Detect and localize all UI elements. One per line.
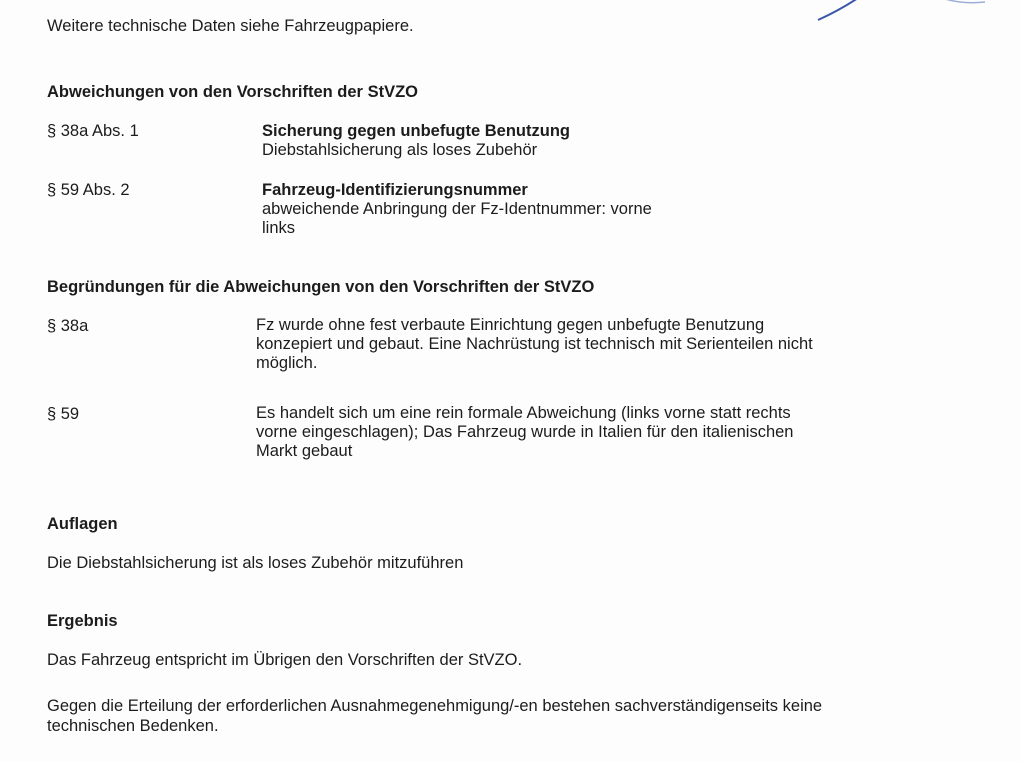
result-text: Das Fahrzeug entspricht im Übrigen den Vorschriften der StVZO. — [47, 651, 523, 669]
reason-text: konzepiert und gebaut. Eine Nachrüstung ist technisch mit Serienteilen nicht — [256, 335, 813, 353]
conditions-text: Die Diebstahlsicherung ist als loses Zubehör mitzuführen — [47, 554, 464, 572]
reasons-heading: Begründungen für die Abweichungen von den Vorschriften der StVZO — [47, 278, 595, 296]
deviation-body — [262, 121, 570, 160]
deviation-title: Fahrzeug-Identifizierungsnummer — [262, 181, 528, 199]
result-conclusion — [47, 696, 967, 736]
deviation-ref: § 38a Abs. 1 — [47, 122, 139, 140]
reason-text: Markt gebaut — [256, 442, 353, 460]
deviation-title: Sicherung gegen unbefugte Benutzung — [262, 122, 570, 140]
deviations-heading: Abweichungen von den Vorschriften der StVZO — [47, 83, 418, 101]
deviation-text: Diebstahlsicherung als loses Zubehör — [262, 141, 538, 159]
reason-body — [256, 316, 946, 373]
reason-text: möglich. — [256, 354, 318, 372]
deviation-ref: § 59 Abs. 2 — [47, 181, 130, 199]
reason-ref: § 38a — [47, 317, 89, 335]
reason-text: Fz wurde ohne fest verbaute Einrichtung gegen unbefugte Benutzung — [256, 316, 765, 334]
deviation-text: links — [262, 219, 296, 237]
deviation-body — [262, 180, 652, 238]
reason-body — [256, 404, 946, 461]
reason-text: vorne eingeschlagen); Das Fahrzeug wurde in Italien für den italienischen — [256, 423, 794, 441]
reason-text: Es handelt sich um eine rein formale Abweichung (links vorne statt rechts — [256, 404, 791, 422]
deviation-text: abweichende Anbringung der Fz-Identnummer: vorne — [262, 200, 652, 218]
conditions-heading: Auflagen — [47, 515, 118, 533]
result-conclusion-line: technischen Bedenken. — [47, 717, 219, 735]
intro-text: Weitere technische Daten siehe Fahrzeugpapiere. — [47, 17, 414, 35]
result-conclusion-line: Gegen die Erteilung der erforderlichen Ausnahmegenehmigung/-en bestehen sachverständigenseits keine — [47, 697, 823, 715]
signature-stamp-icon — [800, 0, 1021, 30]
reason-ref: § 59 — [47, 405, 80, 423]
result-heading: Ergebnis — [47, 612, 118, 630]
